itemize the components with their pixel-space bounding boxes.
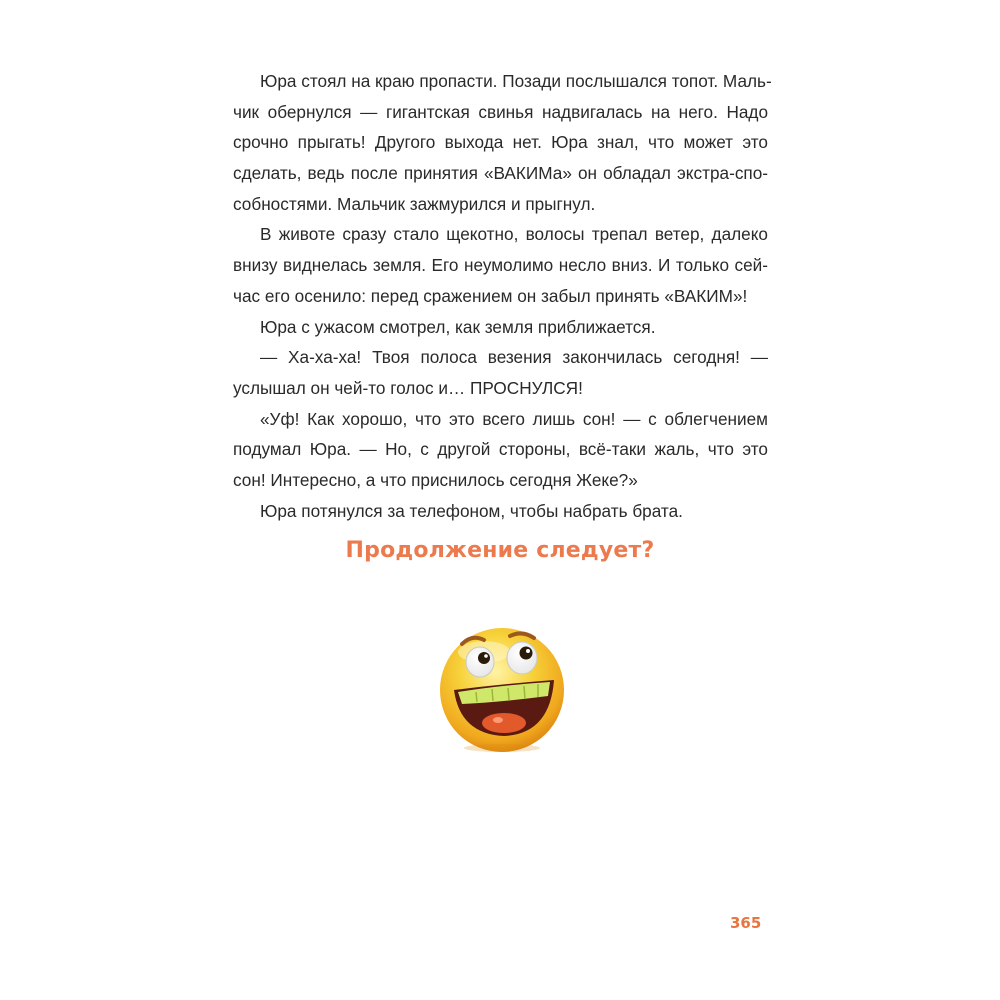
laughing-smiley-icon [432,622,572,754]
story-line: подумал Юра. — Но, с другой стороны, всё-таки жаль, что это [233,439,768,460]
story-text [233,66,772,526]
story-line: чик обернулся — гигантская свинья надвигалась на него. Надо [233,101,768,122]
story-line: сделать, ведь после принятия «ВАКИМа» он обладал экстра-спо- [233,163,768,184]
right-pupil [520,647,533,660]
story-line: услышал он чей-то голос и… ПРОСНУЛСЯ! [233,377,583,398]
right-pupil-glint [526,649,530,653]
face-shadow [464,744,540,752]
story-line: В животе сразу стало щекотно, волосы трепал ветер, далеко [260,224,768,245]
story-line: внизу виднелась земля. Его неумолимо несло вниз. И только сей- [233,255,768,276]
story-line: собностями. Мальчик зажмурился и прыгнул. [233,193,596,214]
left-pupil-glint [484,654,488,658]
continuation-heading: Продолжение следует? [345,538,655,563]
story-line: «Уф! Как хорошо, что это всего лишь сон! — с облегчением [260,408,768,429]
story-line: Юра с ужасом смотрел, как земля приближается. [260,316,656,337]
page-number: 365 [730,914,762,932]
story-line: срочно прыгать! Другого выхода нет. Юра знал, что может это [233,132,768,153]
left-pupil [478,652,490,664]
story-line: сон! Интересно, а что приснилось сегодня Жеке?» [233,469,638,490]
story-line: Юра стоял на краю пропасти. Позади послышался топот. Маль- [260,71,772,91]
tongue [482,713,526,733]
story-line: Юра потянулся за телефоном, чтобы набрать брата. [260,500,683,521]
story-line: — Ха-ха-ха! Твоя полоса везения закончилась сегодня! — [260,347,768,368]
story-line: час его осенило: перед сражением он забыл принять «ВАКИМ»! [233,285,748,306]
tongue-highlight [493,717,503,723]
